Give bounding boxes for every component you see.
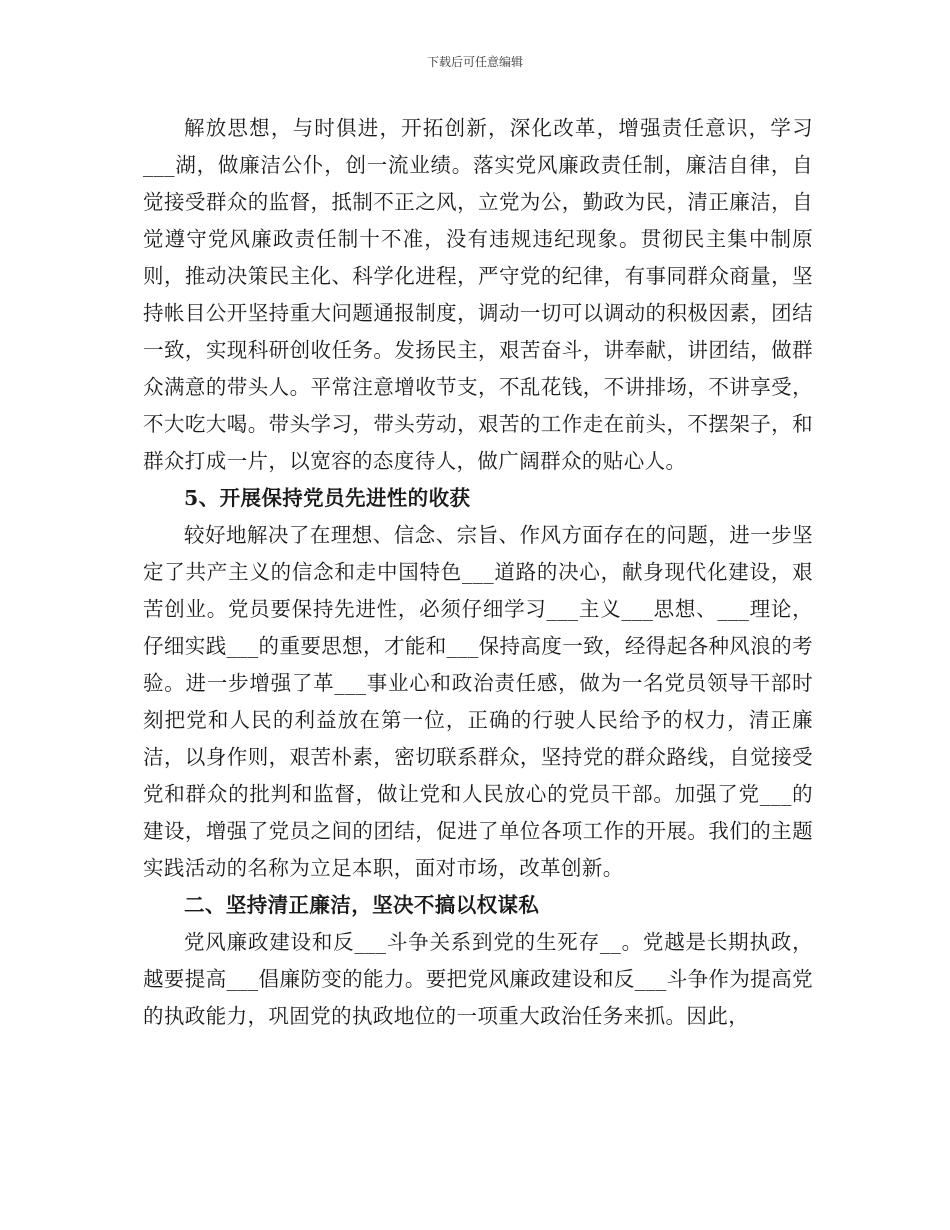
section-heading-5: 5、开展保持党员先进性的收获: [184, 486, 471, 510]
document-body: [143, 110, 813, 1035]
paragraph-2: 较好地解决了在理想、信念、宗旨、作风方面存在的问题，进一步坚定了共产主义的信念和走中国特色___道路的决心，献身现代化建设，艰苦创业。党员要保持先进性，必须仔细学习___主义___思想、___理论，仔细实践___的重要思想，才能和___保持高度一致，经得起各种风浪的考验。进一步增强了革___事业心和政治责任感，做为一名党员领导干部时刻把党和人民的利益放在第一位，正确的行驶人民给予的权力，清正廉洁，以身作则，艰苦朴素，密切联系群众，坚持党的群众路线，自觉接受党和群众的批判和监督，做让党和人民放心的党员干部。加强了党___的建设，增强了党员之间的团结，促进了单位各项工作的开展。我们的主题实践活动的名称为立足本职，面对市场，改革创新。: [143, 523, 813, 880]
paragraph-3: 党风廉政建设和反___斗争关系到党的生死存__。党越是长期执政，越要提高___倡廉防变的能力。要把党风廉政建设和反___斗争作为提高党的执政能力，巩固党的执政地位的一项重大政治任务来抓。因此，: [143, 930, 813, 1028]
section-heading-2: 二、坚持清正廉洁，坚决不搞以权谋私: [184, 893, 540, 917]
paragraph-1: 解放思想，与时俱进，开拓创新，深化改革，增强责任意识，学习___湖，做廉洁公仆，创一流业绩。落实党风廉政责任制，廉洁自律，自觉接受群众的监督，抵制不正之风，立党为公，勤政为民，清正廉洁，自觉遵守党风廉政责任制十不准，没有违规违纪现象。贯彻民主集中制原则，推动决策民主化、科学化进程，严守党的纪律，有事同群众商量，坚持帐目公开坚持重大问题通报制度，调动一切可以调动的积极因素，团结一致，实现科研创收任务。发扬民主，艰苦奋斗，讲奉献，讲团结，做群众满意的带头人。平常注意增收节支，不乱花钱，不讲排场，不讲享受，不大吃大喝。带头学习，带头劳动，艰苦的工作走在前头，不摆架子，和群众打成一片，以宽容的态度待人，做广阔群众的贴心人。: [143, 116, 813, 473]
page-header: 下载后可任意编辑: [426, 55, 523, 69]
